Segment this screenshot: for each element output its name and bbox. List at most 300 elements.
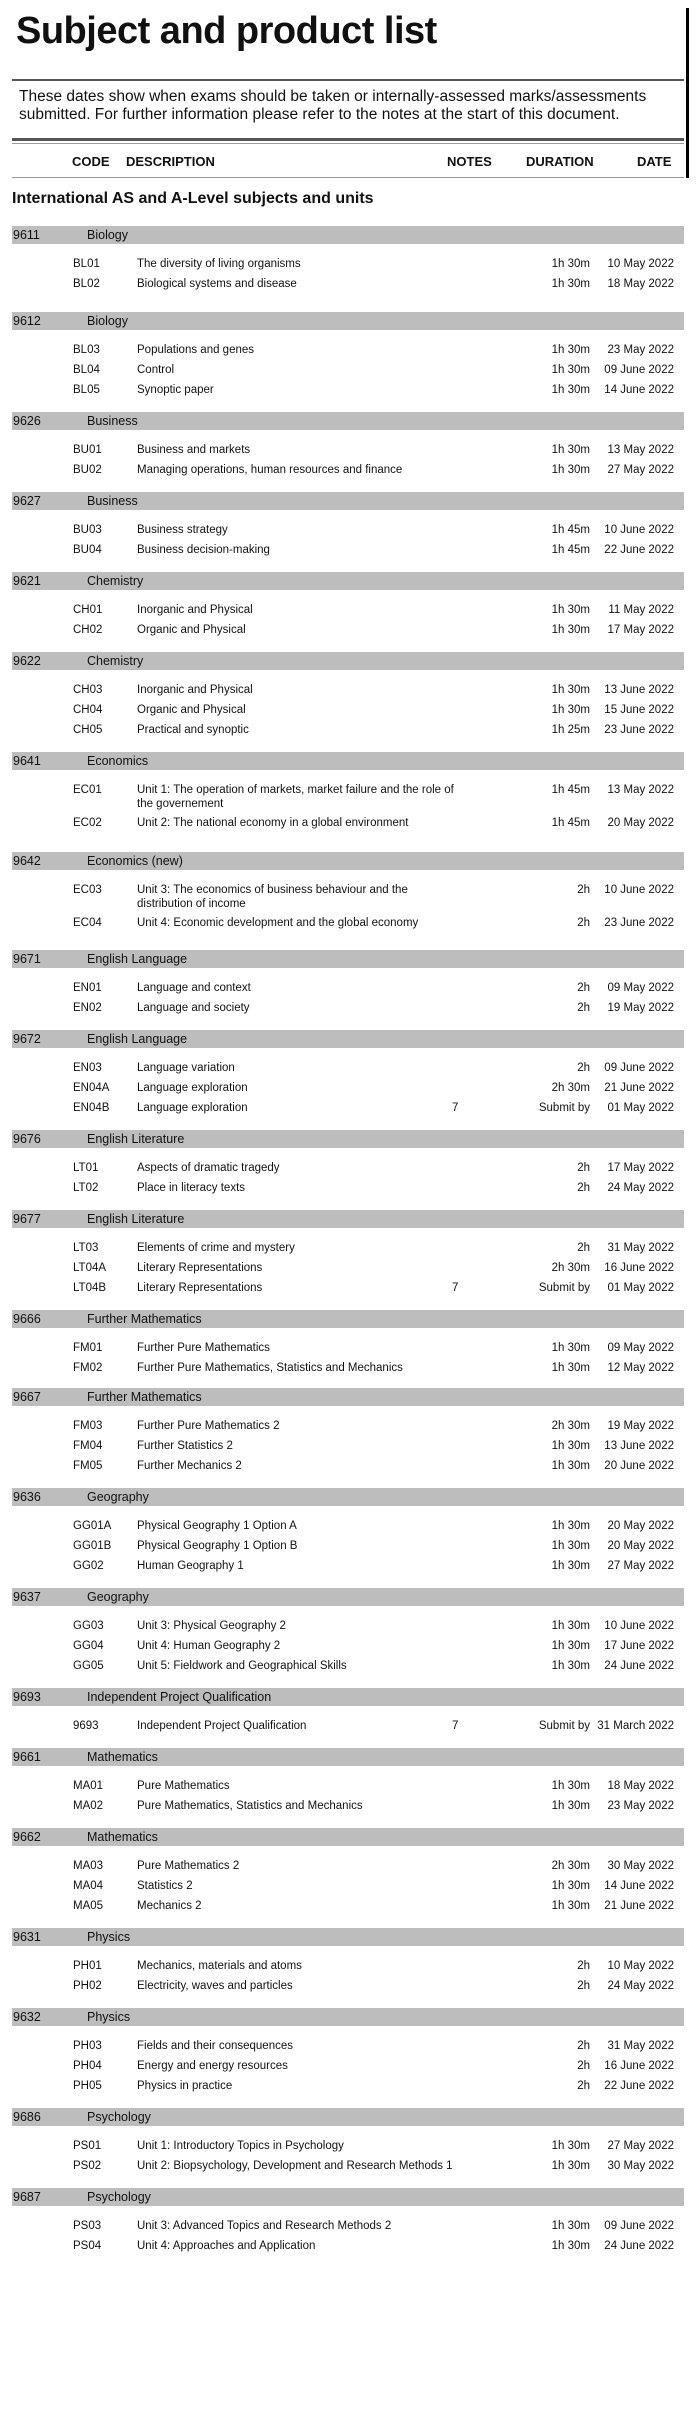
subject-name: Psychology [87,2110,151,2124]
subject-name: Further Mathematics [87,1312,202,1326]
unit-duration: 1h 30m [551,1620,590,1632]
unit-date: 17 May 2022 [607,623,674,636]
unit-date: 30 May 2022 [607,1860,674,1872]
subject-code: 9642 [13,854,41,868]
unit-description: Practical and synoptic [137,723,249,736]
subject-name: Geography [87,1490,149,1504]
unit-code: GG03 [73,1620,104,1632]
unit-description: Language and society [137,1001,250,1014]
unit-date: 24 May 2022 [607,1181,674,1194]
unit-code: FM03 [73,1420,103,1432]
unit-date: 31 May 2022 [607,1242,674,1254]
unit-code: BL02 [73,277,100,290]
unit-duration: 1h 30m [551,623,590,636]
unit-duration: 1h 30m [551,444,590,456]
unit-code: EN04A [73,1081,110,1094]
column-header-date: DATE [637,154,672,169]
subject-header [12,312,684,330]
unit-date: 09 June 2022 [604,363,674,376]
unit-duration: 1h 30m [551,1899,590,1912]
subject-code: 9612 [13,314,41,328]
column-header-description: DESCRIPTION [126,154,215,169]
unit-duration: 1h 30m [551,1879,590,1892]
subject-header [12,1030,684,1048]
unit-description: Further Pure Mathematics, Statistics and Mechanics [137,1361,403,1374]
unit-date: 12 May 2022 [607,1361,674,1374]
subject-header [12,752,684,770]
unit-description: Aspects of dramatic tragedy [137,1162,280,1174]
subject-header [12,412,684,430]
unit-description: Statistics 2 [137,1879,193,1892]
unit-code: PS03 [73,2220,102,2232]
subject-header [12,1388,684,1406]
subject-code: 9687 [13,2190,41,2204]
subject-name: Physics [87,2010,131,2024]
unit-duration: 1h 30m [551,363,590,376]
subject-name: English Language [87,1032,188,1046]
unit-duration: 1h 30m [551,344,590,356]
unit-duration: 1h 30m [551,1520,590,1532]
unit-date: 13 June 2022 [604,684,674,696]
unit-duration: 2h [577,2059,590,2072]
subject-name: Mathematics [87,1830,158,1844]
unit-date: 24 May 2022 [607,1979,674,1992]
subject-header [12,1748,684,1766]
unit-description: Language variation [137,1062,235,1074]
subject-code: 9637 [13,1590,41,1604]
unit-duration: 1h 30m [551,1539,590,1552]
unit-duration: 1h 30m [551,1361,590,1374]
unit-description: Unit 3: Advanced Topics and Research Methods 2 [137,2220,392,2232]
unit-description: Managing operations, human resources and finance [137,463,403,476]
unit-code: CH04 [73,703,103,716]
unit-code: MA03 [73,1860,104,1872]
unit-notes: 7 [452,1281,459,1294]
unit-code: BL03 [73,344,100,356]
unit-duration: 2h 30m [551,1081,590,1094]
unit-date: 14 June 2022 [604,383,674,396]
column-header-notes: NOTES [447,154,492,169]
subject-code: 9641 [13,754,41,768]
unit-date: 01 May 2022 [607,1281,674,1294]
unit-date: 09 June 2022 [604,1062,674,1074]
subject-header [12,1828,684,1846]
unit-date: 09 May 2022 [607,1342,674,1354]
unit-duration: 2h [577,1001,590,1014]
unit-duration: 1h 30m [551,684,590,696]
unit-description: Business strategy [137,524,228,536]
divider [12,177,684,178]
subject-name: Biology [87,314,128,328]
unit-description: Unit 2: Biopsychology, Development and Research Methods 1 [137,2159,453,2172]
unit-code: CH02 [73,623,103,636]
unit-duration: 2h [577,1181,590,1194]
unit-duration: 1h 30m [551,1799,590,1812]
unit-description: Inorganic and Physical [137,684,253,696]
unit-description: Biological systems and disease [137,277,297,290]
unit-date: 01 May 2022 [607,1101,674,1114]
unit-code: LT01 [73,1162,99,1174]
unit-description: Mechanics 2 [137,1899,202,1912]
unit-duration: 1h 30m [551,1780,590,1792]
unit-description: Unit 3: Physical Geography 2 [137,1620,286,1632]
subject-code: 9672 [13,1032,41,1046]
subject-name: Physics [87,1930,131,1944]
unit-date: 22 June 2022 [604,2079,674,2092]
subject-header [12,2188,684,2206]
unit-duration: 2h [577,1960,590,1972]
unit-duration: 1h 30m [551,1439,590,1452]
unit-code: GG04 [73,1639,104,1652]
subject-name: English Language [87,952,188,966]
unit-code: MA01 [73,1780,104,1792]
unit-date: 20 May 2022 [607,1539,674,1552]
unit-duration: 1h 30m [551,277,590,290]
subject-name: Economics [87,754,149,768]
subject-name: Further Mathematics [87,1390,202,1404]
subject-code: 9631 [13,1930,41,1944]
subject-code: 9676 [13,1132,41,1146]
unit-date: 31 May 2022 [607,2040,674,2052]
unit-duration: 1h 30m [551,383,590,396]
page-title: Subject and product list [16,10,437,52]
unit-notes: 7 [452,1101,459,1114]
unit-description: Unit 2: The national economy in a global environment [137,817,409,829]
subject-name: Geography [87,1590,149,1604]
subject-header [12,1488,684,1506]
unit-description: Synoptic paper [137,383,214,396]
unit-date: 13 June 2022 [604,1439,674,1452]
unit-date: 15 June 2022 [604,703,674,716]
unit-date: 21 June 2022 [604,1899,674,1912]
unit-code: BU04 [73,543,102,556]
unit-code: GG01A [73,1520,112,1532]
unit-duration: 1h 30m [551,1659,590,1672]
unit-description: Unit 3: The economics of business behaviour and the distribution of income [137,884,408,910]
unit-description: Further Mechanics 2 [137,1459,242,1472]
unit-date: 22 June 2022 [604,543,674,556]
unit-duration: 1h 30m [551,1559,590,1572]
unit-description: The diversity of living organisms [137,258,301,270]
unit-date: 23 June 2022 [604,917,674,929]
section-title: International AS and A-Level subjects and units [12,190,374,207]
unit-date: 24 June 2022 [604,1659,674,1672]
unit-code: FM04 [73,1439,103,1452]
unit-duration: 1h 30m [551,604,590,616]
intro-text: These dates show when exams should be taken or internally-assessed marks/assessments submitted. For further information please refer to the notes at the start of this document. [19,88,647,123]
unit-date: 24 June 2022 [604,2239,674,2252]
unit-date: 13 May 2022 [607,444,674,456]
unit-duration: Submit by [538,1720,590,1732]
unit-description: Populations and genes [137,344,255,356]
unit-description: Language and context [137,982,251,994]
subject-header [12,1688,684,1706]
subject-header [12,1210,684,1228]
unit-duration: 2h [577,884,590,896]
unit-code: BL05 [73,383,100,396]
unit-code: GG01B [73,1539,112,1552]
subject-name: Mathematics [87,1750,158,1764]
subject-code: 9693 [13,1690,41,1704]
unit-code: 9693 [73,1720,99,1732]
unit-duration: 2h 30m [551,1420,590,1432]
subject-header [12,852,684,870]
unit-duration: 1h 30m [551,1639,590,1652]
unit-date: 17 May 2022 [607,1162,674,1174]
unit-description: Human Geography 1 [137,1559,244,1572]
unit-description: Pure Mathematics [137,1780,230,1792]
unit-duration: 1h 30m [551,1459,590,1472]
unit-duration: 2h [577,1062,590,1074]
subject-header [12,1310,684,1328]
subject-code: 9621 [13,574,41,588]
subject-code: 9662 [13,1830,41,1844]
unit-code: EN02 [73,1001,102,1014]
unit-description: Fields and their consequences [137,2040,293,2052]
unit-code: EC02 [73,817,102,829]
unit-code: EN04B [73,1101,110,1114]
unit-code: EN03 [73,1062,102,1074]
unit-duration: 1h 30m [551,2220,590,2232]
unit-code: EC03 [73,884,102,896]
subject-name: Chemistry [87,574,144,588]
unit-duration: Submit by [538,1101,590,1114]
unit-code: BU01 [73,444,102,456]
unit-duration: 1h 30m [551,2239,590,2252]
unit-code: PS04 [73,2239,102,2252]
subject-header [12,2108,684,2126]
unit-date: 17 June 2022 [604,1639,674,1652]
unit-code: PH03 [73,2040,102,2052]
unit-duration: 2h [577,1242,590,1254]
subject-header [12,226,684,244]
subject-name: Chemistry [87,654,144,668]
unit-code: FM05 [73,1459,103,1472]
unit-description: Language exploration [137,1101,248,1114]
subject-name: Business [87,414,138,428]
unit-description: Organic and Physical [137,703,246,716]
subject-header [12,950,684,968]
subject-name: Business [87,494,138,508]
unit-date: 16 June 2022 [604,2059,674,2072]
unit-duration: 1h 30m [551,1342,590,1354]
subject-code: 9611 [13,228,40,242]
unit-duration: 2h [577,982,590,994]
unit-description: Pure Mathematics, Statistics and Mechanics [137,1799,363,1812]
unit-duration: 1h 30m [551,703,590,716]
unit-date: 18 May 2022 [607,277,674,290]
unit-date: 23 May 2022 [607,344,674,356]
subject-header [12,1588,684,1606]
unit-description: Organic and Physical [137,623,246,636]
unit-description: Business and markets [137,444,251,456]
subject-code: 9636 [13,1490,41,1504]
unit-duration: 2h [577,1979,590,1992]
unit-description: Unit 4: Human Geography 2 [137,1639,281,1652]
column-header-code: CODE [72,154,110,169]
unit-code: FM01 [73,1342,103,1354]
unit-duration: 2h [577,2079,590,2092]
subject-code: 9622 [13,654,41,668]
unit-description: Further Pure Mathematics 2 [137,1420,280,1432]
unit-date: 23 June 2022 [604,723,674,736]
unit-duration: 1h 45m [551,543,590,556]
unit-duration: 1h 30m [551,2140,590,2152]
unit-description: Further Statistics 2 [137,1439,233,1452]
unit-description: Business decision-making [137,543,270,556]
unit-code: FM02 [73,1361,103,1374]
unit-code: CH01 [73,604,103,616]
unit-code: MA02 [73,1799,104,1812]
unit-description: Unit 5: Fieldwork and Geographical Skills [137,1659,347,1672]
unit-description: Independent Project Qualification [137,1720,307,1732]
subject-code: 9632 [13,2010,41,2024]
subject-name: Psychology [87,2190,151,2204]
unit-date: 11 May 2022 [608,604,674,616]
unit-date: 10 June 2022 [604,524,674,536]
unit-description: Literary Representations [137,1261,263,1274]
divider [12,79,684,81]
unit-date: 10 June 2022 [604,1620,674,1632]
unit-date: 16 June 2022 [604,1261,674,1274]
subject-code: 9667 [13,1390,41,1404]
unit-duration: 2h 30m [551,1261,590,1274]
unit-code: PH05 [73,2079,102,2092]
subject-code: 9677 [13,1212,41,1226]
unit-duration: 1h 45m [551,817,590,829]
unit-duration: 1h 30m [551,258,590,270]
unit-code: CH05 [73,723,103,736]
unit-date: 13 May 2022 [607,784,674,796]
unit-date: 20 May 2022 [607,1520,674,1532]
unit-date: 23 May 2022 [607,1799,674,1812]
unit-description: Physical Geography 1 Option A [137,1520,297,1532]
unit-date: 19 May 2022 [607,1420,674,1432]
unit-code: BU02 [73,463,102,476]
subject-header [12,572,684,590]
unit-date: 27 May 2022 [607,1559,674,1572]
unit-description: Control [137,363,175,376]
subject-code: 9661 [13,1750,41,1764]
unit-description: Unit 4: Economic development and the global economy [137,917,419,929]
unit-code: BL04 [73,363,100,376]
subject-code: 9666 [13,1312,41,1326]
unit-date: 27 May 2022 [607,463,674,476]
unit-duration: 2h [577,917,590,929]
unit-description: Electricity, waves and particles [137,1979,293,1992]
unit-description: Unit 1: Introductory Topics in Psychology [137,2140,344,2152]
unit-date: 21 June 2022 [604,1081,674,1094]
unit-date: 31 March 2022 [597,1720,674,1732]
column-header-duration: DURATION [526,154,594,169]
unit-date: 14 June 2022 [604,1879,674,1892]
unit-description: Language exploration [137,1081,248,1094]
divider [12,138,684,141]
unit-code: EC01 [73,784,102,796]
unit-date: 30 May 2022 [607,2159,674,2172]
unit-description: Unit 4: Approaches and Application [137,2239,316,2252]
unit-notes: 7 [452,1720,459,1732]
divider [12,143,684,144]
unit-code: GG02 [73,1559,104,1572]
unit-duration: 2h [577,2040,590,2052]
unit-code: PH01 [73,1960,102,1972]
subject-code: 9627 [13,494,41,508]
unit-code: PS01 [73,2140,102,2152]
unit-code: BU03 [73,524,102,536]
unit-code: EC04 [73,917,102,929]
unit-description: Further Pure Mathematics [137,1342,270,1354]
subject-name: Economics (new) [87,854,183,868]
unit-duration: 1h 45m [551,524,590,536]
unit-duration: 2h 30m [551,1860,590,1872]
unit-code: EN01 [73,982,102,994]
subject-code: 9671 [13,952,41,966]
unit-duration: 1h 25m [551,723,590,736]
unit-description: Energy and energy resources [137,2059,288,2072]
unit-code: LT04A [73,1261,107,1274]
unit-duration: 1h 45m [551,784,590,796]
unit-date: 10 June 2022 [604,884,674,896]
subject-name: English Literature [87,1212,185,1226]
unit-date: 20 May 2022 [607,817,674,829]
unit-date: 09 May 2022 [607,982,674,994]
unit-duration: Submit by [538,1281,590,1294]
unit-date: 10 May 2022 [607,258,674,270]
unit-description: Literary Representations [137,1281,263,1294]
unit-code: LT02 [73,1181,99,1194]
subject-header [12,492,684,510]
subject-header [12,1928,684,1946]
margin-bar [686,8,689,178]
unit-duration: 1h 30m [551,463,590,476]
unit-duration: 2h [577,1162,590,1174]
unit-date: 18 May 2022 [607,1780,674,1792]
unit-code: LT03 [73,1242,99,1254]
unit-date: 20 June 2022 [604,1459,674,1472]
unit-date: 19 May 2022 [607,1001,674,1014]
unit-code: MA05 [73,1899,104,1912]
unit-date: 27 May 2022 [607,2140,674,2152]
unit-code: PS02 [73,2159,102,2172]
subject-name: English Literature [87,1132,185,1146]
unit-description: Mechanics, materials and atoms [137,1960,302,1972]
unit-description: Inorganic and Physical [137,604,253,616]
unit-duration: 1h 30m [551,2159,590,2172]
subject-name: Independent Project Qualification [87,1690,272,1704]
subject-header [12,1130,684,1148]
unit-description: Physics in practice [137,2079,233,2092]
unit-code: BL01 [73,258,100,270]
unit-code: GG05 [73,1659,104,1672]
subject-header [12,652,684,670]
subject-code: 9686 [13,2110,41,2124]
unit-code: PH04 [73,2059,102,2072]
unit-code: CH03 [73,684,103,696]
unit-description: Physical Geography 1 Option B [137,1539,298,1552]
unit-description: Unit 1: The operation of markets, market failure and the role of the governement [137,784,454,810]
unit-date: 10 May 2022 [607,1960,674,1972]
unit-code: LT04B [73,1281,107,1294]
subject-code: 9626 [13,414,41,428]
unit-code: MA04 [73,1879,104,1892]
unit-description: Elements of crime and mystery [137,1242,295,1254]
unit-date: 09 June 2022 [604,2220,674,2232]
unit-code: PH02 [73,1979,102,1992]
unit-description: Place in literacy texts [137,1181,246,1194]
unit-description: Pure Mathematics 2 [137,1860,240,1872]
subject-name: Biology [87,228,128,242]
